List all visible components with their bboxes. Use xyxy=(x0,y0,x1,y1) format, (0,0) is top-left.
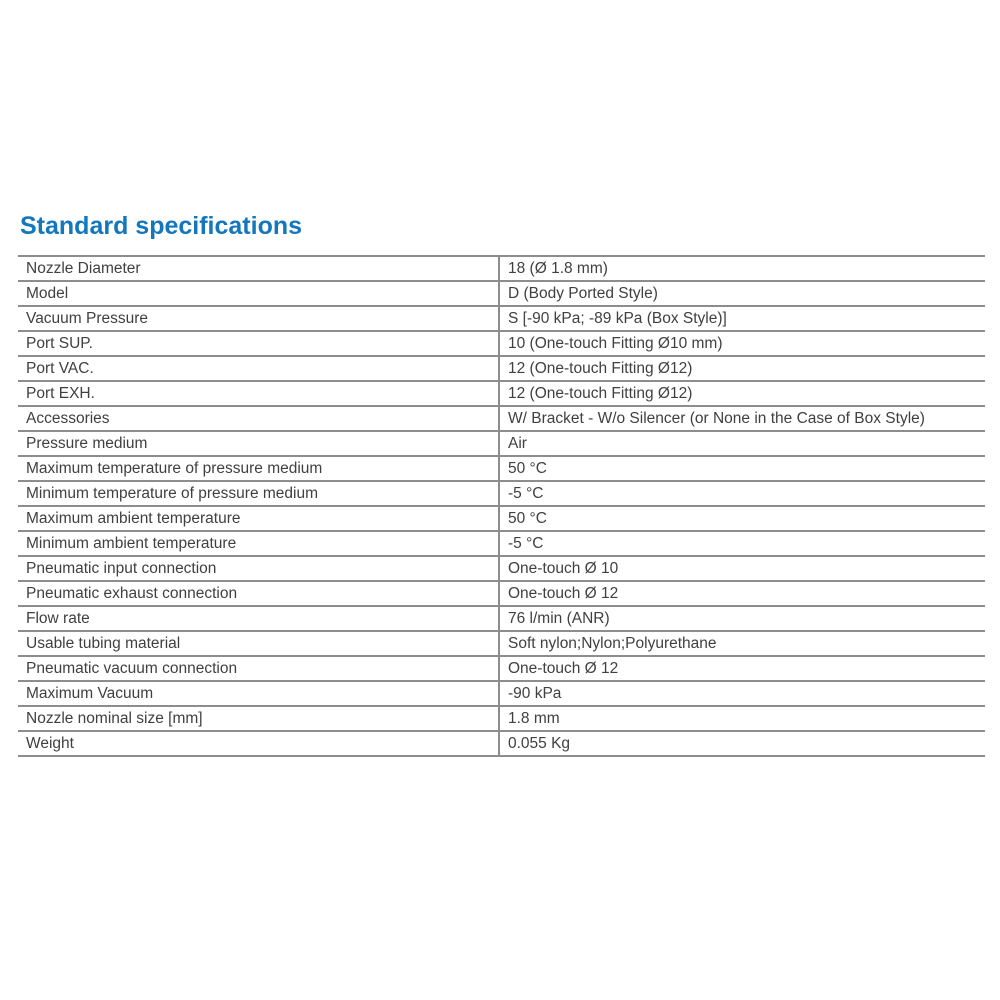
spec-row-value: One-touch Ø 10 xyxy=(508,560,619,577)
spec-row-label: Weight xyxy=(18,732,500,755)
spec-row-label: Model xyxy=(18,282,500,305)
spec-row xyxy=(18,357,985,382)
spec-row-label: Flow rate xyxy=(18,607,500,630)
spec-row-label: Accessories xyxy=(18,407,500,430)
spec-row xyxy=(18,682,985,707)
spec-row xyxy=(18,407,985,432)
spec-row xyxy=(18,632,985,657)
spec-table xyxy=(18,255,985,757)
spec-row xyxy=(18,382,985,407)
spec-row-label: Pneumatic vacuum connection xyxy=(18,657,500,680)
spec-row-label: Maximum Vacuum xyxy=(18,682,500,705)
spec-row xyxy=(18,582,985,607)
spec-row xyxy=(18,482,985,507)
spec-row-value: 50 °C xyxy=(508,510,547,527)
spec-row-label: Nozzle nominal size [mm] xyxy=(18,707,500,730)
spec-row-label: Pneumatic exhaust connection xyxy=(18,582,500,605)
spec-row-value: 50 °C xyxy=(508,460,547,477)
spec-row-label: Maximum ambient temperature xyxy=(18,507,500,530)
spec-row-label: Port SUP. xyxy=(18,332,500,355)
spec-row-value: -90 kPa xyxy=(508,685,562,702)
spec-row xyxy=(18,307,985,332)
spec-row-label: Nozzle Diameter xyxy=(18,257,500,280)
spec-row xyxy=(18,257,985,282)
spec-row-value: 18 (Ø 1.8 mm) xyxy=(508,260,608,277)
spec-row xyxy=(18,732,985,757)
spec-row-value: D (Body Ported Style) xyxy=(508,285,658,302)
spec-row xyxy=(18,532,985,557)
page-title: Standard specifications xyxy=(20,212,303,240)
spec-row-label: Maximum temperature of pressure medium xyxy=(18,457,500,480)
spec-row xyxy=(18,657,985,682)
spec-row-value: One-touch Ø 12 xyxy=(508,585,619,602)
spec-row-label: Usable tubing material xyxy=(18,632,500,655)
spec-row-value: 12 (One-touch Fitting Ø12) xyxy=(508,385,693,402)
spec-row-label: Pneumatic input connection xyxy=(18,557,500,580)
spec-row xyxy=(18,707,985,732)
spec-row-label: Port VAC. xyxy=(18,357,500,380)
spec-row-value: 1.8 mm xyxy=(508,710,560,727)
spec-row-value: -5 °C xyxy=(508,535,544,552)
spec-row xyxy=(18,557,985,582)
spec-row-label: Vacuum Pressure xyxy=(18,307,500,330)
spec-row xyxy=(18,332,985,357)
spec-row-value: 76 l/min (ANR) xyxy=(508,610,610,627)
spec-row-label: Port EXH. xyxy=(18,382,500,405)
spec-row xyxy=(18,282,985,307)
spec-row-value: S [-90 kPa; -89 kPa (Box Style)] xyxy=(508,310,727,327)
spec-row-label: Minimum temperature of pressure medium xyxy=(18,482,500,505)
spec-row-value: 10 (One-touch Fitting Ø10 mm) xyxy=(508,335,723,352)
spec-row xyxy=(18,507,985,532)
spec-row-value: Air xyxy=(508,435,527,452)
spec-row xyxy=(18,607,985,632)
spec-row-label: Pressure medium xyxy=(18,432,500,455)
spec-row xyxy=(18,457,985,482)
spec-row-value: -5 °C xyxy=(508,485,544,502)
spec-row-value: 12 (One-touch Fitting Ø12) xyxy=(508,360,693,377)
spec-row xyxy=(18,432,985,457)
spec-row-label: Minimum ambient temperature xyxy=(18,532,500,555)
spec-row-value: One-touch Ø 12 xyxy=(508,660,619,677)
spec-row-value: Soft nylon;Nylon;Polyurethane xyxy=(508,635,717,652)
spec-row-value: W/ Bracket - W/o Silencer (or None in the Case of Box Style) xyxy=(508,410,925,427)
spec-row-value: 0.055 Kg xyxy=(508,735,571,752)
